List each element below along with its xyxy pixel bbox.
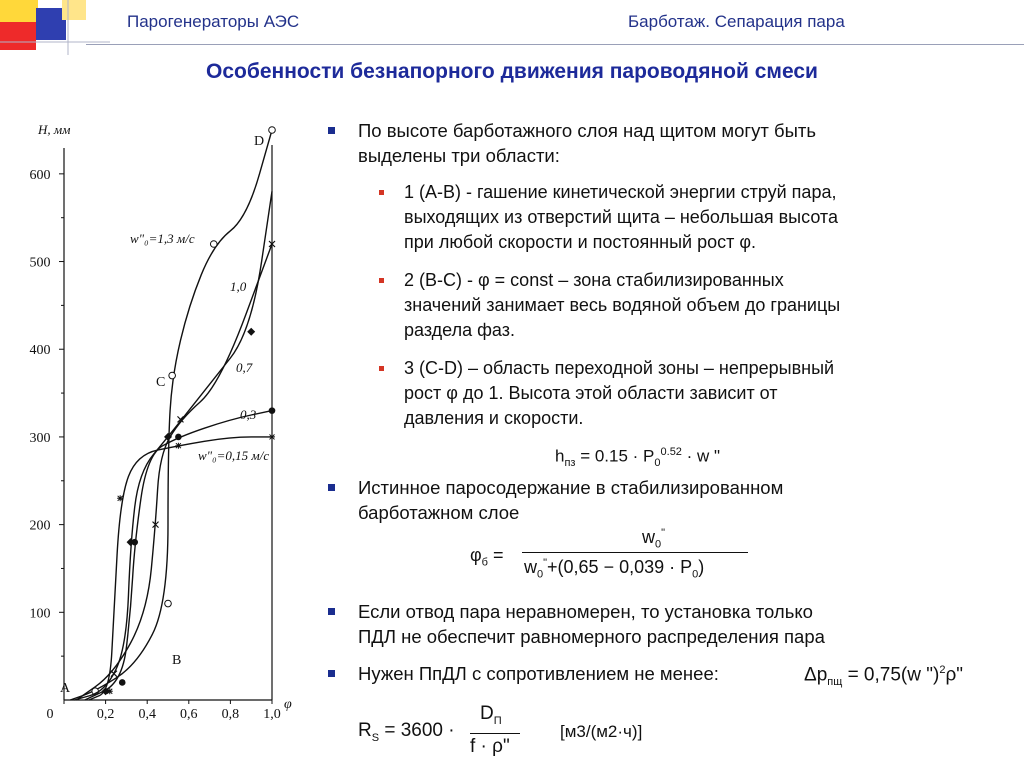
- text-line: Если отвод пара неравномерен, то установка только: [358, 601, 813, 622]
- formula-text: w: [524, 557, 537, 577]
- formula-pressure-drop: [804, 664, 963, 688]
- formula-sub: 0: [692, 568, 699, 581]
- y-tick-label: 300: [29, 430, 51, 446]
- bullet-marker: [328, 670, 335, 677]
- x-tick-label: 0,2: [96, 707, 115, 722]
- bubbling-height-chart: [0, 110, 300, 767]
- formula-transition-height: [555, 446, 720, 469]
- data-point: [175, 443, 181, 449]
- point-label-c: C: [156, 375, 166, 390]
- y-tick-label: 100: [29, 606, 51, 622]
- formula-text: ρ": [945, 664, 964, 686]
- text-line: выделены три области:: [358, 145, 560, 166]
- formula-text: R: [358, 720, 372, 741]
- point-label-b: B: [172, 653, 182, 668]
- fraction-bar: [522, 552, 748, 553]
- data-point: [269, 407, 276, 414]
- text-line: при любой скорости и постоянный рост φ.: [404, 232, 757, 252]
- x-tick-label: 1,0: [263, 707, 281, 722]
- series-label: 0,3: [240, 407, 257, 422]
- data-point: [117, 495, 123, 501]
- subbullet-marker: [379, 190, 384, 195]
- y-tick-label: 500: [29, 255, 51, 271]
- y-tick-label: 400: [29, 343, 51, 359]
- data-point: [247, 328, 255, 336]
- data-point: [169, 372, 176, 379]
- text-line: Истинное паросодержание в стабилизированном: [358, 477, 784, 498]
- formula-void-fraction: [470, 527, 760, 585]
- formula-sub: П: [493, 714, 502, 727]
- formula-sub: пз: [564, 457, 576, 470]
- formula-text: h: [555, 446, 565, 466]
- formula-text: · w ": [686, 446, 721, 466]
- formula-sub: S: [371, 731, 380, 744]
- y-tick-label: 200: [29, 518, 51, 534]
- point-label-d: D: [254, 134, 265, 149]
- bullet-marker: [328, 484, 335, 491]
- formula-sup: ": [543, 557, 548, 569]
- formula-text: = 0,75(w "): [847, 664, 940, 686]
- data-point: [269, 127, 276, 134]
- text-line: По высоте барботажного слоя над щитом могут быть: [358, 120, 817, 141]
- data-point: [111, 671, 117, 677]
- text-line: выходящих из отверстий щита – небольшая высота: [404, 207, 838, 227]
- formula-text: Δp: [804, 664, 828, 686]
- formula-text: = 3600 ·: [384, 720, 455, 741]
- data-point: [107, 688, 113, 694]
- bullet-three-regions: [358, 118, 816, 168]
- formula-text: f · ρ": [470, 736, 510, 757]
- subbullet-marker: [379, 366, 384, 371]
- text-line: барботажном слое: [358, 502, 520, 523]
- data-point: [210, 241, 217, 248]
- formula-steam-load: [358, 703, 538, 763]
- bullet-uneven-steam: [358, 599, 825, 649]
- subbullet-region-1: [404, 180, 838, 255]
- y-axis-label: H, мм: [38, 122, 71, 137]
- x-tick-label: 0,8: [221, 707, 240, 722]
- text-line: раздела фаз.: [404, 320, 515, 340]
- formula-text: = 0.15 · P: [580, 446, 655, 466]
- x-tick-label: 0,4: [138, 707, 156, 722]
- fraction-bar: [470, 733, 520, 734]
- data-point: [119, 679, 126, 686]
- formula-sup: 2: [939, 664, 946, 676]
- formula-sub: 0: [654, 457, 661, 470]
- series-label: w"₀=1,3 м/с: [130, 231, 195, 246]
- header-divider: [86, 44, 1024, 45]
- y-tick-label: 600: [29, 167, 51, 183]
- series-label: 1,0: [230, 279, 247, 294]
- units-label: [м3/(м2·ч)]: [560, 722, 643, 741]
- slide-title: Особенности безнапорного движения пароводяной смеси: [206, 60, 818, 83]
- formula-sup: 0.52: [660, 446, 682, 458]
- text-line: 1 (А-В) - гашение кинетической энергии струй пара,: [404, 182, 837, 202]
- subbullet-marker: [379, 278, 384, 283]
- data-point: [269, 434, 275, 440]
- header-topic: Барботаж. Сепарация пара: [628, 12, 845, 31]
- formula-text: ): [698, 557, 705, 577]
- formula-text: +(0,65 − 0,039 · P: [547, 557, 693, 577]
- data-point: [175, 434, 182, 441]
- series-label: w"₀=0,15 м/с: [198, 448, 270, 463]
- bullet-void-fraction: [358, 475, 783, 525]
- formula-sup: ": [661, 527, 666, 539]
- header-course: Парогенераторы АЭС: [127, 12, 300, 31]
- data-point: [131, 539, 138, 546]
- text-line: рост φ до 1. Высота этой области зависит от: [404, 383, 778, 403]
- formula-sub: пщ: [827, 676, 843, 689]
- formula-text: φ: [470, 545, 482, 565]
- formula-text: w: [642, 527, 655, 547]
- text-line: давления и скорости.: [404, 408, 584, 428]
- formula-text: =: [493, 545, 504, 565]
- bullet-marker: [328, 127, 335, 134]
- bullet-resistance: [358, 661, 719, 686]
- x-axis-label: φ: [284, 697, 292, 712]
- text-line: значений занимает весь водяной объем до границы: [404, 295, 841, 315]
- formula-sub: 0: [537, 568, 544, 581]
- x-tick-label: 0,6: [180, 707, 198, 722]
- subbullet-region-2: [404, 268, 840, 343]
- series-line: [74, 191, 272, 700]
- formula-text: D: [480, 703, 494, 724]
- point-label-a: A: [60, 681, 71, 696]
- formula-sub: б: [481, 556, 488, 569]
- subbullet-region-3: [404, 356, 834, 431]
- series-line: [76, 244, 272, 700]
- bullet-marker: [328, 608, 335, 615]
- x-tick-label: 0: [46, 707, 54, 722]
- series-label: 0,7: [236, 360, 253, 375]
- logo-squares: [0, 0, 110, 55]
- text-line: 3 (С-D) – область переходной зоны – непрерывный: [404, 358, 835, 378]
- text-line: Нужен ПпДЛ с сопротивлением не менее:: [358, 663, 719, 684]
- text-line: 2 (В-С) - φ = const – зона стабилизированных: [404, 270, 784, 290]
- data-point: [165, 600, 172, 607]
- formula-sub: 0: [655, 538, 662, 551]
- text-line: ПДЛ не обеспечит равномерного распределения пара: [358, 626, 825, 647]
